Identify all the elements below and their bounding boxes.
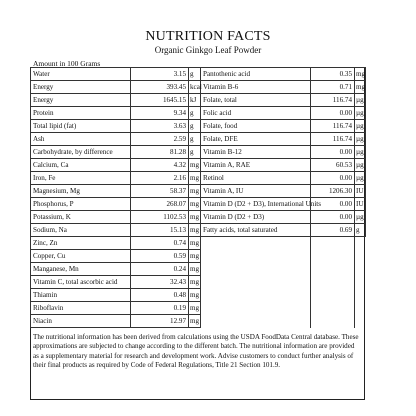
nutrient-name-cell: Vitamin B-6	[201, 81, 311, 94]
table-row	[31, 237, 366, 250]
nutrient-value-cell: 3.15	[131, 68, 189, 81]
nutrient-value-cell: 0.19	[131, 302, 189, 315]
nutrient-unit-cell: µg	[355, 211, 366, 224]
nutrient-value-cell: 58.37	[131, 185, 189, 198]
empty-cell	[201, 302, 311, 315]
empty-cell	[201, 315, 311, 328]
page-title: NUTRITION FACTS	[145, 29, 271, 44]
table-row	[31, 94, 366, 107]
table-row	[31, 211, 366, 224]
nutrient-unit-cell: g	[189, 107, 201, 120]
nutrient-value-cell: 116.74	[311, 133, 355, 146]
nutrient-name-cell: Water	[31, 68, 131, 81]
table-row	[31, 107, 366, 120]
nutrient-name-cell: Protein	[31, 107, 131, 120]
empty-cell	[311, 276, 355, 289]
nutrient-name-cell: Manganese, Mn	[31, 263, 131, 276]
nutrient-name-cell: Magnesium, Mg	[31, 185, 131, 198]
nutrient-unit-cell: g	[189, 146, 201, 159]
nutrient-value-cell: 4.32	[131, 159, 189, 172]
empty-cell	[355, 276, 366, 289]
empty-cell	[355, 250, 366, 263]
nutrient-value-cell: 1206.30	[311, 185, 355, 198]
empty-cell	[355, 315, 366, 328]
serving-amount-label: Amount in 100 Grams	[33, 59, 101, 68]
nutrient-value-cell: 268.07	[131, 198, 189, 211]
nutrient-value-cell: 0.00	[311, 172, 355, 185]
nutrient-value-cell: 60.53	[311, 159, 355, 172]
empty-cell	[311, 250, 355, 263]
nutrient-name-cell: Vitamin A, RAE	[201, 159, 311, 172]
table-row	[31, 263, 366, 276]
nutrient-name-cell: Vitamin D (D2 + D3)	[201, 211, 311, 224]
nutrient-unit-cell: mg	[189, 237, 201, 250]
nutrient-value-cell: 81.28	[131, 146, 189, 159]
nutrient-value-cell: 1102.53	[131, 211, 189, 224]
nutrient-unit-cell: g	[189, 68, 201, 81]
nutrient-name-cell: Iron, Fe	[31, 172, 131, 185]
nutrient-unit-cell: mg	[189, 250, 201, 263]
nutrient-value-cell: 9.34	[131, 107, 189, 120]
nutrient-value-cell: 0.48	[131, 289, 189, 302]
nutrient-name-cell: Retinol	[201, 172, 311, 185]
nutrient-unit-cell: g	[189, 120, 201, 133]
nutrient-name-cell: Vitamin D (D2 + D3), International Units	[201, 198, 311, 211]
empty-cell	[355, 289, 366, 302]
nutrient-name-cell: Folate, food	[201, 120, 311, 133]
nutrient-name-cell: Phosphorus, P	[31, 198, 131, 211]
table-row	[31, 120, 366, 133]
empty-cell	[311, 289, 355, 302]
table-row	[31, 185, 366, 198]
empty-cell	[201, 250, 311, 263]
table-row	[31, 224, 366, 237]
nutrient-name-cell: Folate, total	[201, 94, 311, 107]
nutrition-table	[30, 67, 366, 328]
empty-cell	[201, 276, 311, 289]
empty-cell	[355, 263, 366, 276]
nutrient-value-cell: 0.24	[131, 263, 189, 276]
nutrient-value-cell: 0.69	[311, 224, 355, 237]
empty-cell	[201, 237, 311, 250]
empty-cell	[201, 263, 311, 276]
nutrient-name-cell: Vitamin A, IU	[201, 185, 311, 198]
nutrient-value-cell: 0.59	[131, 250, 189, 263]
nutrient-unit-cell: mg	[189, 198, 201, 211]
nutrient-value-cell: 1645.15	[131, 94, 189, 107]
disclaimer-footnote: The nutritional information has been derived from calculations using the USDA FoodData Central database. These approximations are subjected to change according to the different batch. The nutritional information are provided as a supplementary material for research and development work. Advise customers to conduct further analysis of their final products as required by Code of Federal Regulations, Title 21 Section 101.9.	[33, 333, 359, 369]
nutrient-unit-cell: kcal	[189, 81, 201, 94]
table-row	[31, 198, 366, 211]
empty-cell	[355, 237, 366, 250]
nutrient-value-cell: 2.59	[131, 133, 189, 146]
nutrient-name-cell: Total lipid (fat)	[31, 120, 131, 133]
nutrient-value-cell: 32.43	[131, 276, 189, 289]
nutrient-value-cell: 393.45	[131, 81, 189, 94]
nutrient-value-cell: 116.74	[311, 120, 355, 133]
nutrient-unit-cell: mg	[189, 224, 201, 237]
nutrient-name-cell: Fatty acids, total saturated	[201, 224, 311, 237]
nutrient-name-cell: Folic acid	[201, 107, 311, 120]
nutrient-name-cell: Carbohydrate, by difference	[31, 146, 131, 159]
nutrient-name-cell: Energy	[31, 81, 131, 94]
nutrient-unit-cell: µg	[355, 120, 366, 133]
nutrient-name-cell: Folate, DFE	[201, 133, 311, 146]
empty-cell	[311, 237, 355, 250]
table-row	[31, 159, 366, 172]
nutrient-unit-cell: mg	[189, 263, 201, 276]
nutrient-unit-cell: g	[189, 133, 201, 146]
nutrient-value-cell: 0.00	[311, 146, 355, 159]
nutrient-value-cell: 0.00	[311, 211, 355, 224]
nutrient-unit-cell: µg	[355, 146, 366, 159]
nutrient-unit-cell: mg	[355, 68, 366, 81]
nutrient-unit-cell: mg	[189, 211, 201, 224]
nutrient-unit-cell: mg	[189, 302, 201, 315]
nutrient-name-cell: Zinc, Zn	[31, 237, 131, 250]
nutrient-name-cell: Copper, Cu	[31, 250, 131, 263]
table-row	[31, 315, 366, 328]
table-row	[31, 289, 366, 302]
nutrient-name-cell: Sodium, Na	[31, 224, 131, 237]
empty-cell	[311, 302, 355, 315]
nutrient-value-cell: 0.71	[311, 81, 355, 94]
nutrient-unit-cell: mg	[355, 81, 366, 94]
table-row	[31, 68, 366, 81]
empty-cell	[311, 263, 355, 276]
nutrient-unit-cell: µg	[355, 172, 366, 185]
nutrient-name-cell: Energy	[31, 94, 131, 107]
table-row	[31, 302, 366, 315]
nutrient-unit-cell: µg	[355, 94, 366, 107]
nutrient-unit-cell: kJ	[189, 94, 201, 107]
nutrient-unit-cell: µg	[355, 107, 366, 120]
nutrient-unit-cell: mg	[189, 172, 201, 185]
table-row	[31, 276, 366, 289]
nutrient-value-cell: 3.63	[131, 120, 189, 133]
nutrient-unit-cell: µg	[355, 159, 366, 172]
nutrient-value-cell: 15.13	[131, 224, 189, 237]
nutrient-unit-cell: IU	[355, 198, 366, 211]
nutrient-value-cell: 0.35	[311, 68, 355, 81]
empty-cell	[311, 315, 355, 328]
nutrient-name-cell: Vitamin B-12	[201, 146, 311, 159]
nutrient-value-cell: 0.74	[131, 237, 189, 250]
table-row	[31, 146, 366, 159]
nutrient-name-cell: Thiamin	[31, 289, 131, 302]
nutrient-name-cell: Potassium, K	[31, 211, 131, 224]
nutrient-name-cell: Calcium, Ca	[31, 159, 131, 172]
nutrient-unit-cell: mg	[189, 159, 201, 172]
nutrient-value-cell: 12.97	[131, 315, 189, 328]
table-row	[31, 172, 366, 185]
nutrient-name-cell: Pantothenic acid	[201, 68, 311, 81]
nutrient-unit-cell: mg	[189, 276, 201, 289]
table-row	[31, 81, 366, 94]
nutrient-unit-cell: mg	[189, 289, 201, 302]
table-row	[31, 133, 366, 146]
nutrient-value-cell: 0.00	[311, 107, 355, 120]
nutrient-name-cell: Riboflavin	[31, 302, 131, 315]
nutrient-unit-cell: mg	[189, 185, 201, 198]
nutrient-value-cell: 2.16	[131, 172, 189, 185]
nutrient-value-cell: 116.74	[311, 94, 355, 107]
nutrient-unit-cell: mg	[189, 315, 201, 328]
table-row	[31, 250, 366, 263]
nutrient-unit-cell: µg	[355, 133, 366, 146]
nutrient-name-cell: Niacin	[31, 315, 131, 328]
nutrient-unit-cell: IU	[355, 185, 366, 198]
nutrient-name-cell: Vitamin C, total ascorbic acid	[31, 276, 131, 289]
product-subtitle: Organic Ginkgo Leaf Powder	[154, 45, 262, 55]
nutrient-value-cell: 0.00	[311, 198, 355, 211]
empty-cell	[355, 302, 366, 315]
nutrient-unit-cell: g	[355, 224, 366, 237]
nutrient-name-cell: Ash	[31, 133, 131, 146]
empty-cell	[201, 289, 311, 302]
